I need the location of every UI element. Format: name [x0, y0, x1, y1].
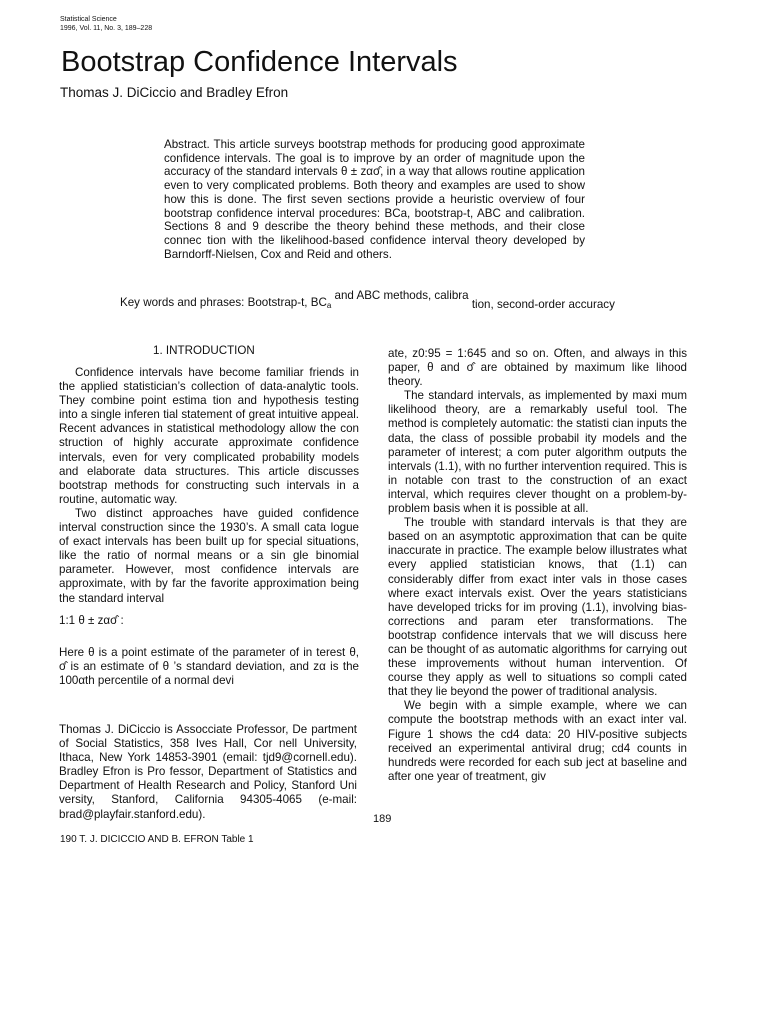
keywords-text-c: tion, second-order accuracy [468, 298, 615, 311]
right-paragraph-4: We begin with a simple example, where we can compute the bootstrap methods with an exact inter val. Figure 1 shows the cd4 data: 20 HIV-positive subjects received an experimental antiviral drug; cd4 counts in hundreds were recorded for each sub ject at baseline and after one year of treatment, giv [388, 699, 687, 783]
equation-1-1: 1:1 θ ± zασ̂ : [59, 614, 124, 627]
left-paragraph-1: Confidence intervals have become familiar friends in the applied statistician’s collection of data-analytic tools. They combine point estima tion and hypothesis testing into a single inferen tial statement of great intuitive appeal. Recent advances in statistical methodology allow the con struction of highly accurate approximate confidence intervals, even for very complicated probability models and elaborate data structures. This article discusses bootstrap methods for constructing such intervals in a routine, automatic way. [59, 366, 359, 506]
right-paragraph-1: ate, z0:95 = 1:645 and so on. Often, and always in this paper, θ and σ̂ are obtained by maximum like lihood theory. [388, 347, 687, 389]
left-paragraph-2: Two distinct approaches have guided confidence interval construction since the 1930’s. A small cata logue of exact intervals has been built up for special situations, like the ratio of normal means or a sin gle binomial parameter. However, most confidence intervals are approximate, with by far the favorite approximation being the standard interval [59, 506, 359, 605]
keywords-text-a: Key words and phrases: Bootstrap-t, BC [120, 296, 327, 309]
keywords-subscript: a [326, 301, 332, 310]
right-paragraph-3: The trouble with standard intervals is that they are based on an asymptotic approximation that can be quite inaccurate in practice. The example below illustrates what every applied statistician knows, that (1.1) can considerably differ from exact inter vals in those cases where exact intervals exist. Over the years statisticians have developed tricks for im proving (1.1), involving bias-corrections and param eter transformations. The bootstrap confidence intervals that we will discuss here can be thought of as automatic algorithms for carrying out these improvements without human intervention. Of course they apply as well to situations so compli cated that they lie beyond the power of traditional analysis. [388, 516, 687, 699]
page-number: 189 [373, 813, 392, 825]
page-footer: 190 T. J. DICICCIO AND B. EFRON Table 1 [60, 834, 254, 845]
abstract-text-3: , in a way that allows routine application even to very complicated problems. Both theory and examples are used to show how this is done. The first seven sections provide a heuristic overview of four bootstrap confidence interval procedures: BCa, bootstrap-t, ABC and calibration. Sections 8 and 9 describe the theory behind these methods, and their close connec tion with the likelihood-based confidence interval theory developed by Barndorff-Nielsen, Cox and Reid and others. [164, 165, 585, 261]
abstract-text-1: Abstract. This article surveys bootstrap methods for producing good approximate confidence intervals. The goal is to improve by an order of [164, 138, 585, 165]
author-footnote: Thomas J. DiCiccio is Assocciate Professor, De partment of Social Statistics, 358 Ives Hall, Cor nell University, Ithaca, New York 14853-3901 (email: tjd9@cornell.edu). Bradley Efron is Pro fessor, Department of Statistics and Department of Health Research and Policy, Stanford Uni versity, Stanford, California 94305-4065 (e-mail: brad@playfair.stanford.edu). [59, 723, 357, 821]
right-column [388, 347, 687, 784]
left-paragraph-3: Here θ is a point estimate of the parameter of in terest θ, σ̂ is an estimate of θ ’s standard deviation, and zα is the 100αth percentile of a normal devi [59, 646, 359, 688]
keywords [120, 289, 680, 311]
paper-authors: Thomas J. DiCiccio and Bradley Efron [60, 85, 289, 100]
journal-header [60, 15, 152, 33]
paper-title: Bootstrap Confidence Intervals [61, 46, 458, 78]
left-column [59, 366, 359, 606]
journal-name: Statistical Science [60, 16, 117, 23]
journal-issue: 1996, Vol. 11, No. 3, 189–228 [60, 25, 153, 32]
right-paragraph-2: The standard intervals, as implemented by maxi mum likelihood theory, are a remarkably useful tool. The method is completely automatic: the statisti cian inputs the data, the class of possible probabil ity models and the parameter of interest; a com puter algorithm outputs the intervals (1.1), with no further intervention required. This is in notable con trast to the construction of an exact interval, which requires clever thought on a problem-by-problem basis when it is possible at all. [388, 389, 688, 516]
abstract-text-2: magnitude upon the accuracy of the standard intervals [164, 151, 585, 179]
keywords-text-b: and ABC methods, calibra [331, 289, 469, 302]
abstract [164, 138, 585, 261]
abstract-formula: θ ± zασ̂ [341, 165, 381, 179]
section-heading: 1. INTRODUCTION [153, 344, 255, 357]
